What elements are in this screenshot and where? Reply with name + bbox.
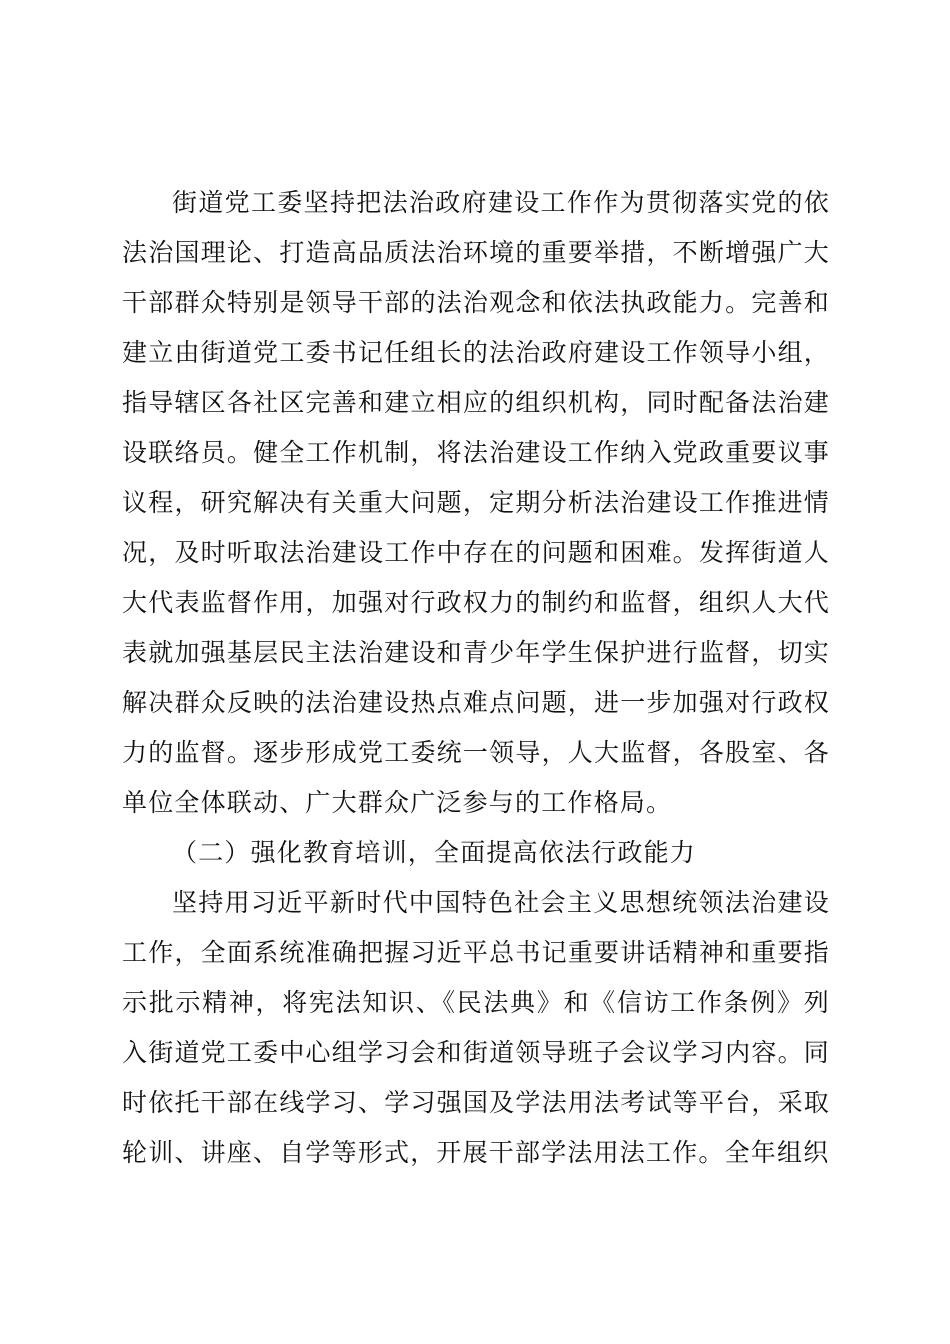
section-heading: （二）强化教育培训，全面提高依法行政能力	[172, 838, 697, 867]
document-body	[122, 178, 830, 1178]
body-paragraph: 街道党工委坚持把法治政府建设工作作为贯彻落实党的依法治国理论、打造高品质法治环境的重要举措，不断增强广大干部群众特别是领导干部的法治观念和依法执政能力。完善和建立由街道党工委书记任组长的法治政府建设工作领导小组，指导辖区各社区完善和建立相应的组织机构，同时配备法治建设联络员。健全工作机制，将法治建设工作纳入党政重要议事议程，研究解决有关重大问题，定期分析法治建设工作推进情况，及时听取法治建设工作中存在的问题和困难。发挥街道人大代表监督作用，加强对行政权力的制约和监督，组织人大代表就加强基层民主法治建设和青少年学生保护进行监督，切实解决群众反映的法治建设热点难点问题，进一步加强对行政权力的监督。逐步形成党工委统一领导，人大监督，各股室、各单位全体联动、广大群众广泛参与的工作格局。	[122, 188, 830, 817]
body-paragraph: 坚持用习近平新时代中国特色社会主义思想统领法治建设工作，全面系统准确把握习近平总书记重要讲话精神和重要指示批示精神，将宪法知识、《民法典》和《信访工作条例》列入街道党工委中心组学习会和街道领导班子会议学习内容。同时依托干部在线学习、学习强国及学法用法考试等平台，采取轮训、讲座、自学等形式，开展干部学法用法工作。全年组织	[122, 888, 830, 1167]
